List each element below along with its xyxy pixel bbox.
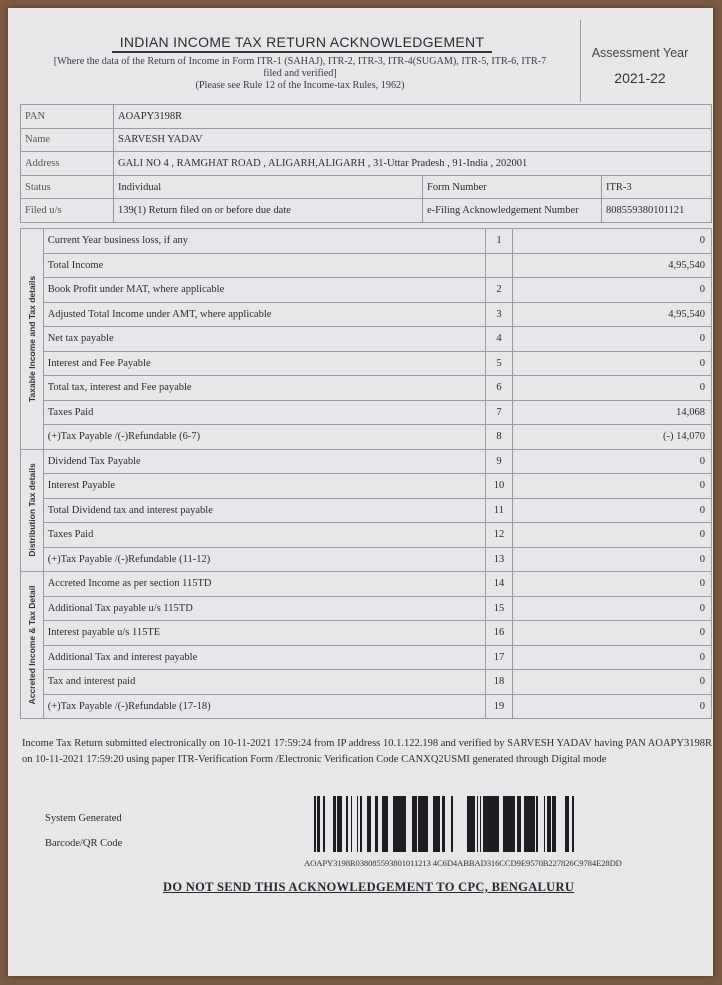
barcode-bar	[547, 796, 551, 852]
row-value: 0	[512, 523, 711, 548]
barcode-bar	[497, 796, 499, 852]
barcode-text: AOAPY3198R038085593801011213 4C6D4ABBAD316CCD9E9570B227826C9784E28DD	[304, 858, 622, 868]
row-value: 0	[512, 327, 711, 352]
subtitle-line-3: (Please see Rule 12 of the Income-tax Rules, 1962)	[195, 80, 405, 91]
document-subtitle	[30, 56, 570, 92]
taxpayer-info-table	[20, 104, 712, 223]
acknowledgement-paper	[8, 8, 713, 976]
address-value: GALI NO 4 , RAMGHAT ROAD , ALIGARH,ALIGARH , 31-Uttar Pradesh , 91-India , 202001	[114, 152, 712, 176]
row-value: 4,95,540	[512, 253, 711, 278]
subtitle-line-1: [Where the data of the Return of Income in Form ITR-1 (SAHAJ), ITR-2, ITR-3, ITR-4(SUGAM), ITR-5, ITR-6, ITR-7	[53, 56, 547, 67]
row-number: 4	[486, 327, 513, 352]
document-title: INDIAN INCOME TAX RETURN ACKNOWLEDGEMENT	[112, 34, 492, 53]
row-number: 17	[486, 645, 513, 670]
barcode-bar	[552, 796, 553, 852]
status-value: Individual	[114, 175, 423, 199]
barcode-bar	[509, 796, 512, 852]
barcode-bar	[399, 796, 403, 852]
row-number: 2	[486, 278, 513, 303]
pan-value: AOAPY3198R	[114, 105, 712, 129]
barcode-bar	[395, 796, 399, 852]
table-row	[21, 645, 712, 670]
barcode-bar	[384, 796, 386, 852]
table-row	[21, 302, 712, 327]
row-value: 0	[512, 596, 711, 621]
assessment-year-label: Assessment Year	[591, 46, 689, 60]
section-side-label	[21, 572, 44, 719]
system-generated-label: System Generated	[45, 813, 122, 824]
row-label: Total Dividend tax and interest payable	[43, 498, 485, 523]
row-number: 16	[486, 621, 513, 646]
barcode-label: Barcode/QR Code	[45, 838, 123, 849]
barcode-image	[314, 796, 576, 852]
submission-statement: Income Tax Return submitted electronically on 10-11-2021 17:59:24 from IP address 10.1.122.198 and verified by SARVESH YADAV having PAN AOAPY3198R on 10-11-2021 17:59:20 using paper ITR-Verification Form /Electronic Verification Code CANXQ2USMI generated through Digital mode	[22, 738, 712, 765]
barcode-bar	[489, 796, 490, 852]
barcode-bar	[503, 796, 505, 852]
row-label: Total Income	[43, 253, 485, 278]
barcode-bar	[472, 796, 475, 852]
barcode-bar	[427, 796, 428, 852]
row-value: 0	[512, 670, 711, 695]
barcode-bar	[477, 796, 478, 852]
barcode-bar	[505, 796, 509, 852]
barcode-bar	[493, 796, 497, 852]
header-divider	[580, 20, 581, 102]
barcode-bar	[553, 796, 554, 852]
form-number-label: Form Number	[423, 175, 602, 199]
name-row	[21, 128, 712, 152]
address-row	[21, 152, 712, 176]
table-row	[21, 523, 712, 548]
barcode-bar	[490, 796, 493, 852]
name-label: Name	[21, 128, 114, 152]
row-number: 9	[486, 449, 513, 474]
barcode-bar	[528, 796, 531, 852]
barcode-bar	[486, 796, 489, 852]
row-number: 18	[486, 670, 513, 695]
barcode-bar	[554, 796, 556, 852]
barcode-bar	[467, 796, 468, 852]
barcode-bar	[375, 796, 378, 852]
row-label: Interest payable u/s 115TE	[43, 621, 485, 646]
row-number: 7	[486, 400, 513, 425]
barcode-bar	[418, 796, 421, 852]
row-number: 19	[486, 694, 513, 719]
status-row	[21, 175, 712, 199]
section-title: Accreted Income & Tax Detail	[26, 585, 37, 705]
row-value: 0	[512, 547, 711, 572]
barcode-bar	[436, 796, 439, 852]
address-label: Address	[21, 152, 114, 176]
table-row	[21, 596, 712, 621]
row-number: 15	[486, 596, 513, 621]
barcode-bar	[314, 796, 316, 852]
table-row	[21, 229, 712, 254]
barcode-bar	[468, 796, 470, 852]
status-label: Status	[21, 175, 114, 199]
document-header	[20, 20, 710, 102]
barcode-bar	[360, 796, 361, 852]
barcode-bar	[386, 796, 388, 852]
row-number: 5	[486, 351, 513, 376]
row-value: 0	[512, 449, 711, 474]
barcode-bar	[421, 796, 422, 852]
barcode-bar	[333, 796, 336, 852]
barcode-bar	[319, 796, 320, 852]
row-number: 12	[486, 523, 513, 548]
pan-label: PAN	[21, 105, 114, 129]
barcode-bar	[403, 796, 406, 852]
table-row	[21, 670, 712, 695]
barcode-bar	[531, 796, 535, 852]
barcode-bar	[323, 796, 325, 852]
row-number: 10	[486, 474, 513, 499]
form-number-value: ITR-3	[602, 175, 712, 199]
barcode-bar	[346, 796, 348, 852]
barcode-bar	[536, 796, 538, 852]
filed-value: 139(1) Return filed on or before due date	[114, 199, 423, 223]
row-label: Net tax payable	[43, 327, 485, 352]
row-label: Total tax, interest and Fee payable	[43, 376, 485, 401]
row-label: Tax and interest paid	[43, 670, 485, 695]
barcode-bar	[412, 796, 415, 852]
table-row	[21, 621, 712, 646]
barcode-bar	[544, 796, 545, 852]
row-number: 13	[486, 547, 513, 572]
row-label: (+)Tax Payable /(-)Refundable (11-12)	[43, 547, 485, 572]
barcode-bar	[357, 796, 358, 852]
row-label: Interest Payable	[43, 474, 485, 499]
barcode-bar	[439, 796, 440, 852]
table-row	[21, 498, 712, 523]
barcode-bar	[572, 796, 574, 852]
table-row	[21, 376, 712, 401]
pan-row	[21, 105, 712, 129]
row-label: Taxes Paid	[43, 400, 485, 425]
table-row	[21, 278, 712, 303]
row-label: Current Year business loss, if any	[43, 229, 485, 254]
row-label: Book Profit under MAT, where applicable	[43, 278, 485, 303]
row-number	[486, 253, 513, 278]
row-value: 0	[512, 572, 711, 597]
barcode-bar	[480, 796, 481, 852]
barcode-bar	[433, 796, 436, 852]
table-row	[21, 449, 712, 474]
row-number: 6	[486, 376, 513, 401]
filed-label: Filed u/s	[21, 199, 114, 223]
row-value: 0	[512, 621, 711, 646]
table-row	[21, 694, 712, 719]
row-value: 14,068	[512, 400, 711, 425]
table-row	[21, 351, 712, 376]
table-row	[21, 400, 712, 425]
ack-number-value: 808559380101121	[602, 199, 712, 223]
row-number: 1	[486, 229, 513, 254]
barcode-bar	[317, 796, 319, 852]
barcode-bar	[512, 796, 515, 852]
row-value: 0	[512, 351, 711, 376]
barcode-bar	[565, 796, 569, 852]
row-label: Taxes Paid	[43, 523, 485, 548]
barcode-bar	[367, 796, 371, 852]
section-side-label	[21, 449, 44, 572]
row-number: 3	[486, 302, 513, 327]
barcode-bar	[393, 796, 395, 852]
table-row	[21, 572, 712, 597]
filed-row	[21, 199, 712, 223]
section-side-label	[21, 229, 44, 450]
tax-details-table	[20, 228, 712, 719]
row-value: 0	[512, 376, 711, 401]
row-label: (+)Tax Payable /(-)Refundable (6-7)	[43, 425, 485, 450]
row-label: Additional Tax payable u/s 115TD	[43, 596, 485, 621]
barcode-bar	[524, 796, 528, 852]
row-number: 11	[486, 498, 513, 523]
ack-number-label: e-Filing Acknowledgement Number	[423, 199, 602, 223]
row-label: Accreted Income as per section 115TD	[43, 572, 485, 597]
assessment-year-value: 2021-22	[614, 70, 666, 86]
row-value: 0	[512, 645, 711, 670]
barcode-bar	[517, 796, 521, 852]
row-value: 0	[512, 229, 711, 254]
row-value: 0	[512, 694, 711, 719]
subtitle-line-2: filed and verified]	[263, 68, 337, 79]
row-value: 0	[512, 474, 711, 499]
barcode-bar	[470, 796, 472, 852]
barcode-bar	[442, 796, 445, 852]
barcode-bar	[451, 796, 453, 852]
row-value: 0	[512, 498, 711, 523]
table-row	[21, 474, 712, 499]
section-title: Distribution Tax details	[26, 463, 37, 557]
barcode-bar	[424, 796, 427, 852]
row-number: 14	[486, 572, 513, 597]
barcode-bar	[415, 796, 417, 852]
table-row	[21, 425, 712, 450]
row-value: 4,95,540	[512, 302, 711, 327]
table-row	[21, 253, 712, 278]
barcode-bar	[422, 796, 424, 852]
barcode-bar	[361, 796, 362, 852]
barcode-bar	[337, 796, 341, 852]
do-not-send-warning: DO NOT SEND THIS ACKNOWLEDGEMENT TO CPC, BENGALURU	[163, 880, 575, 894]
row-value: (-) 14,070	[512, 425, 711, 450]
row-number: 8	[486, 425, 513, 450]
row-label: Dividend Tax Payable	[43, 449, 485, 474]
row-value: 0	[512, 278, 711, 303]
table-row	[21, 327, 712, 352]
barcode-bar	[382, 796, 384, 852]
section-title: Taxable Income and Tax details	[26, 275, 37, 402]
barcode-bar	[483, 796, 486, 852]
row-label: Adjusted Total Income under AMT, where applicable	[43, 302, 485, 327]
row-label: Interest and Fee Payable	[43, 351, 485, 376]
barcode-bar	[351, 796, 352, 852]
row-label: (+)Tax Payable /(-)Refundable (17-18)	[43, 694, 485, 719]
name-value: SARVESH YADAV	[114, 128, 712, 152]
table-row	[21, 547, 712, 572]
barcode-bar	[341, 796, 342, 852]
row-label: Additional Tax and interest payable	[43, 645, 485, 670]
